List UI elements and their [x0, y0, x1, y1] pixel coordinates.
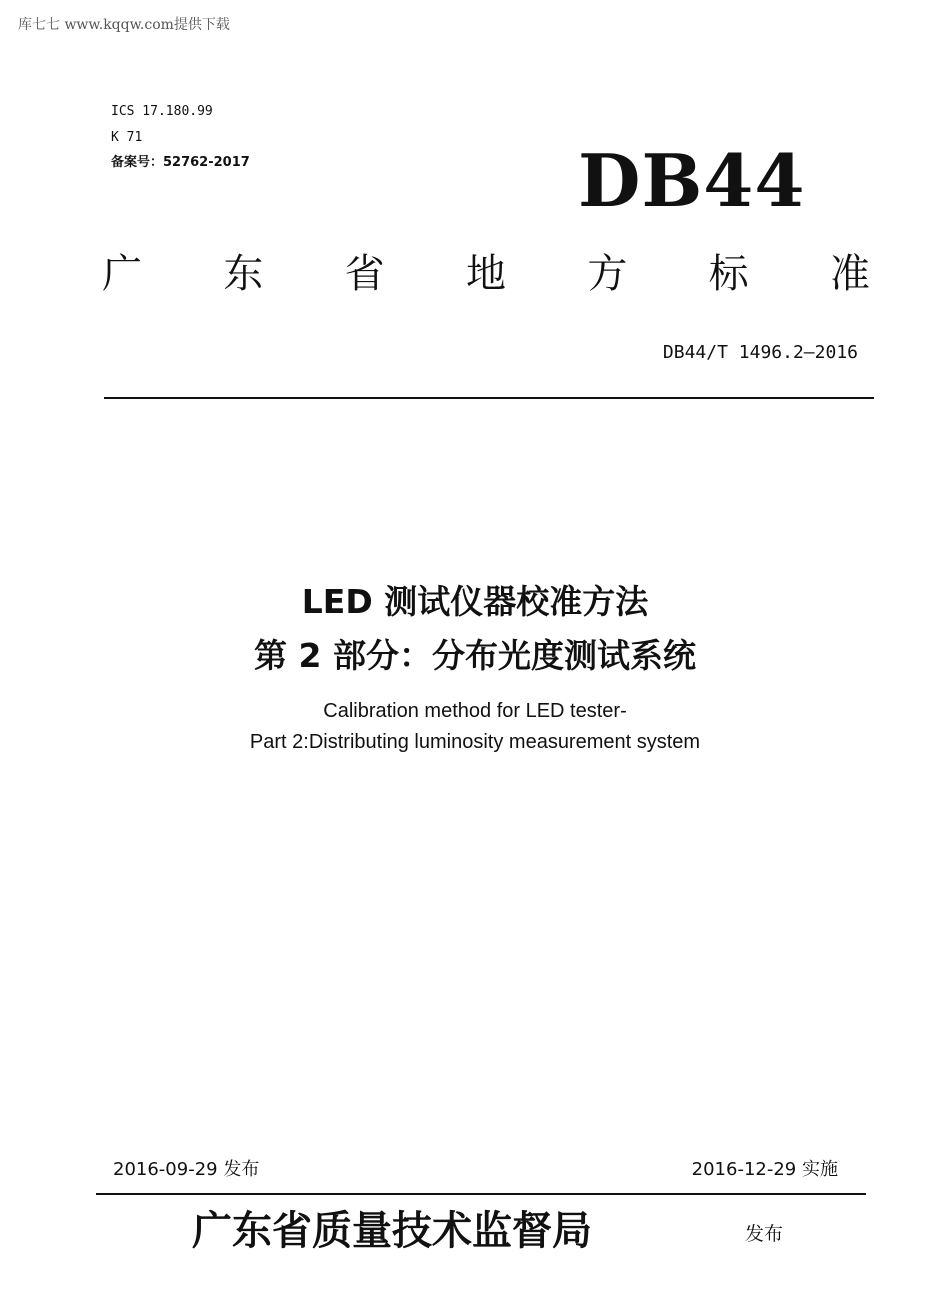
ics-code: ICS 17.180.99 [111, 104, 213, 119]
record-number: 备案号：52762-2017 [111, 155, 250, 170]
publisher-action: 发布 [745, 1223, 784, 1245]
title-en-line1: Calibration method for LED tester- [323, 700, 627, 722]
ccs-code: K 71 [111, 130, 143, 145]
header-divider [104, 397, 874, 399]
publish-date: 2016-09-29 发布 [113, 1159, 260, 1180]
title-cn-line1: LED 测试仪器校准方法 [301, 582, 649, 621]
standard-type-char: 方 [587, 251, 628, 297]
publisher-name: 广东省质量技术监督局 [192, 1207, 592, 1254]
standard-type-char: 地 [465, 251, 506, 297]
title-en-line2: Part 2:Distributing luminosity measurement system [249, 731, 701, 753]
standard-type-char: 东 [223, 251, 264, 297]
standard-type-char: 省 [344, 251, 385, 297]
standard-type-char: 标 [708, 251, 749, 297]
title-cn-line2: 第 2 部分：分布光度测试系统 [254, 636, 696, 675]
standard-type-char: 准 [829, 251, 870, 297]
effective-date: 2016-12-29 实施 [691, 1159, 838, 1180]
footer-divider [96, 1193, 866, 1195]
standard-type-char: 广 [102, 251, 142, 297]
watermark-text: 库七七 www.kqqw.com提供下载 [18, 17, 230, 33]
standard-number: DB44/T 1496.2—2016 [662, 342, 858, 363]
standard-type-heading [102, 248, 870, 300]
standard-code-logo: DB44 [578, 138, 806, 223]
